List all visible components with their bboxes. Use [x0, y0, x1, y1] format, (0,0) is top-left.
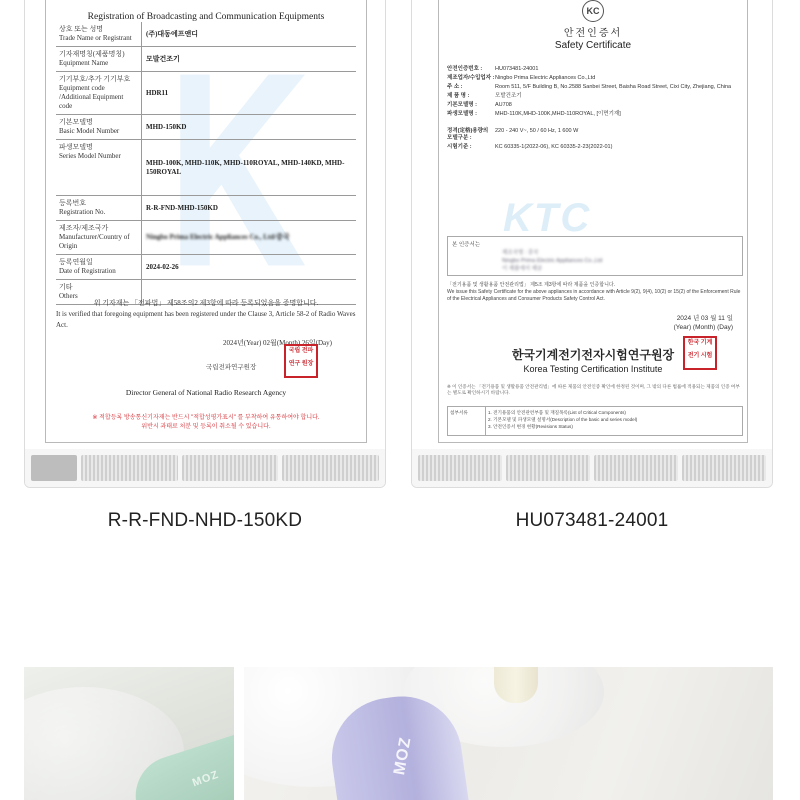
seal-char: 전파: [301, 348, 314, 354]
label-english: Equipment Name: [59, 59, 109, 67]
safety-field-value: MHD-110K,MHD-100K,MHD-110ROYAL, [이면기재]: [495, 111, 621, 117]
label-korean: 파생모델명: [59, 143, 93, 151]
registration-row-value: (주)대동에프앤디: [146, 29, 198, 38]
registration-row: [56, 140, 356, 196]
seal-char: 국립: [288, 348, 301, 354]
brand-logo: MOZ: [190, 768, 221, 790]
registration-row: [56, 22, 356, 47]
statement-korean: 위 기자재는 「전파법」 제58조의2 제3항에 따라 등록되었음을 증명합니다.: [93, 299, 319, 307]
footer-pattern-block: [182, 455, 279, 481]
label-korean: 등록연월일: [59, 258, 93, 266]
registration-row-value: 2024-02-26: [146, 262, 179, 271]
safety-field: [447, 111, 743, 118]
registration-row: [56, 196, 356, 221]
notice-line: ※ 적합등록 방송통신기자재는 반드시 "적합성평가표시" 를 부착하여 유통하여야 합니다.: [92, 415, 320, 421]
registration-number-caption: R-R-FND-NHD-150KD: [107, 510, 303, 531]
label-english: Series Model Number: [59, 152, 121, 160]
registration-row-value: HDR11: [146, 88, 169, 97]
footer-pattern-block: [506, 455, 590, 481]
registration-row-label: [56, 255, 142, 279]
safety-field-value: KC 60335-1(2022-06), KC 60335-2-23(2022-01): [495, 144, 613, 150]
label-korean: 등록번호: [59, 199, 87, 207]
footer-pattern-block: [282, 455, 379, 481]
label-english: Trade Name or Registrant: [59, 34, 132, 42]
safety-field: [447, 102, 743, 109]
registration-row: [56, 115, 356, 140]
safety-field-label: 주 소 :: [447, 84, 463, 90]
label-korean: 기자재명칭(제품명칭): [59, 50, 125, 58]
safety-field-label: 기본모델명 :: [447, 102, 477, 108]
registration-row: [56, 255, 356, 280]
footer-stamp-block: [31, 455, 77, 481]
certificate-card-registration: [24, 0, 386, 488]
safety-field: [447, 84, 743, 91]
certificate-card-safety: [411, 0, 773, 488]
statement-korean: 「전기용품 및 생활용품 안전관리법」 제5조 제3항에 따라 제품을 인증합니다.: [447, 282, 616, 288]
registration-row-value: R-R-FND-MHD-150KD: [146, 203, 218, 212]
registration-title: Registration of Broadcasting and Communication Equipments: [87, 12, 325, 22]
seal-char: 연구: [288, 361, 301, 367]
label-english: Equipment code /Additional Equipment code: [59, 84, 124, 110]
director-title: Director General of National Radio Research Agency: [125, 388, 287, 397]
bottle-shape: [494, 667, 538, 703]
registration-fields-table: [56, 22, 356, 305]
registration-row-label: [56, 72, 142, 114]
registration-row-label: [56, 115, 142, 139]
label-english: Registration No.: [59, 208, 106, 216]
safety-field-label: 시험기준 :: [447, 144, 472, 150]
attachment-item: 1. 전기용품의 안전관련부품 및 재질목록(List of Critical Components): [488, 410, 626, 415]
registration-row-label: [56, 221, 142, 254]
ktc-watermark-icon: KTC: [503, 196, 592, 240]
safety-field: [447, 128, 743, 142]
statement-english: We issue this Safety Certificate for the above appliances in accordance with Article 9(2), 9(4), 10(2) or 15(2) of the Enforcement Rule of the Electrical Appliances and Consumer Products Safety Control Act.: [447, 289, 741, 302]
issue-date-english: (Year) (Month) (Day): [673, 324, 733, 331]
box-line: 이 제품에서 제공: [502, 266, 543, 272]
label-korean: 기기부호/추가 기기부호: [59, 75, 131, 83]
label-korean: 기본모델명: [59, 118, 93, 126]
safety-title-english: Safety Certificate: [554, 40, 632, 51]
safety-field: [447, 75, 743, 82]
label-english: Others: [59, 292, 78, 300]
issue-date: [674, 314, 733, 332]
seal-char: 시험: [700, 353, 713, 359]
compliance-notice: [46, 414, 366, 432]
kc-logo-icon: KC: [582, 0, 604, 22]
registration-statement: [56, 298, 356, 331]
safety-field-value: 모발건조기: [495, 93, 522, 99]
certificate-footnote: ※ 이 인증서는 「전기용품 및 생활용품 안전관리법」에 따른 제품의 안전인증 확인에 한정된 것이며, 그 밖의 다른 법률에 적용되는 제품의 인증 여부는 별도로 확인하시기 바랍니다.: [447, 384, 740, 395]
registration-row-value: 모발건조기: [146, 54, 180, 63]
registration-row: [56, 72, 356, 115]
footer-pattern-block: [418, 455, 502, 481]
footer-pattern-block: [682, 455, 766, 481]
safety-field-value: Ningbo Prima Electric Appliances Co.,Ltd: [495, 75, 596, 81]
certificate-number-caption: HU073481-24001: [515, 510, 669, 531]
registration-date-line: 2024년(Year) 02월(Month) 26일(Day): [222, 339, 332, 347]
label-korean: 제조자/제조국가: [59, 224, 109, 232]
attachments-list: [486, 407, 742, 435]
safety-field-value: Room 511, 5/F Building B, No.2588 Sanbei Street, Baisha Road Street, Cixi City, Zhejiang, China: [495, 84, 732, 90]
brand-logo: MOZ: [391, 735, 415, 777]
safety-field-label: 제조업자/수입업자 :: [447, 75, 495, 81]
certificate-footer-strip: [412, 449, 772, 487]
safety-field-value: 220 - 240 V~, 50 / 60 Hz, 1 600 W: [495, 128, 579, 134]
registration-row: [56, 221, 356, 255]
safety-field: [447, 66, 743, 73]
manufacturer-box: [447, 236, 743, 276]
safety-certificate-document: [438, 0, 748, 443]
label-english: Date of Registration: [59, 267, 116, 275]
label-korean: 기타: [59, 283, 73, 291]
registration-row-label: [56, 140, 142, 195]
official-seal-icon: [683, 336, 717, 370]
seal-char: 한국: [687, 340, 700, 346]
notice-line: 위반시 과태료 처분 및 등록이 취소될 수 있습니다.: [141, 424, 271, 430]
registration-row-label: [56, 47, 142, 71]
product-photo-purple-dryer: [244, 667, 773, 800]
box-line: Ningbo Prima Electric Appliances Co.,Ltd: [502, 258, 603, 264]
safety-field-label: 파생모델명 :: [447, 111, 477, 117]
attachments-header: 첨부서류: [448, 407, 486, 435]
safety-field-value: AU708: [495, 102, 512, 108]
label-korean: 상호 또는 성명: [59, 25, 104, 33]
certificate-statement: [447, 282, 743, 303]
safety-field-label: 정격(定格)용량의 모델구분 :: [447, 128, 489, 141]
safety-fields-list: [447, 66, 743, 153]
institution-english: Korea Testing Certification Institute: [523, 364, 663, 374]
box-label: 본 인증서는: [452, 242, 481, 248]
safety-field: [447, 93, 743, 100]
safety-title-korean: 안전인증서: [563, 28, 623, 39]
safety-field-value: HU073481-24001: [495, 66, 539, 72]
registration-row-value: MHD-150KD: [146, 122, 187, 131]
footer-pattern-block: [81, 455, 178, 481]
official-seal-icon: [284, 344, 318, 378]
registration-row-value: MHD-100K, MHD-110K, MHD-110ROYAL, MHD-140KD, MHD-150ROYAL: [146, 158, 345, 176]
attachment-item: 3. 안전인증서 변경 현황(Revisions Status): [488, 424, 573, 429]
label-english: Basic Model Number: [59, 127, 120, 135]
statement-english: It is verified that foregoing equipment has been registered under the Clause 3, Article 58-2 of Radio Waves Act.: [56, 310, 356, 329]
institution-korean: 한국기계전기전자시험연구원장: [511, 348, 675, 362]
issue-date-korean: 2024 년 03 월 11 일: [676, 315, 733, 322]
registration-row-label: [56, 22, 142, 46]
box-line: 제조국명 : 중국: [502, 250, 539, 256]
registration-certificate-document: [45, 0, 367, 443]
registration-row-value: Ningbo Prima Electric Appliances Co., Ltd/중국: [146, 233, 290, 241]
registration-row: [56, 47, 356, 72]
institution-name: 국립전파연구원장: [206, 364, 257, 371]
label-english: Manufacturer/Country of Origin: [59, 233, 130, 250]
safety-field-label: 제 품 명 :: [447, 93, 470, 99]
safety-field: [447, 144, 743, 151]
certificate-footer-strip: [25, 449, 385, 487]
safety-field-label: 안전인증번호 :: [447, 66, 483, 72]
seal-char: 전기: [687, 353, 700, 359]
attachment-item: 2. 기본모델 및 파생모델 설명서(Description of the basic and series model): [488, 417, 638, 422]
seal-char: 기계: [700, 340, 713, 346]
attachments-table: [447, 406, 743, 436]
registration-row-label: [56, 196, 142, 220]
seal-char: 원장: [301, 361, 314, 367]
product-photo-green-dryer: [24, 667, 234, 800]
footer-pattern-block: [594, 455, 678, 481]
